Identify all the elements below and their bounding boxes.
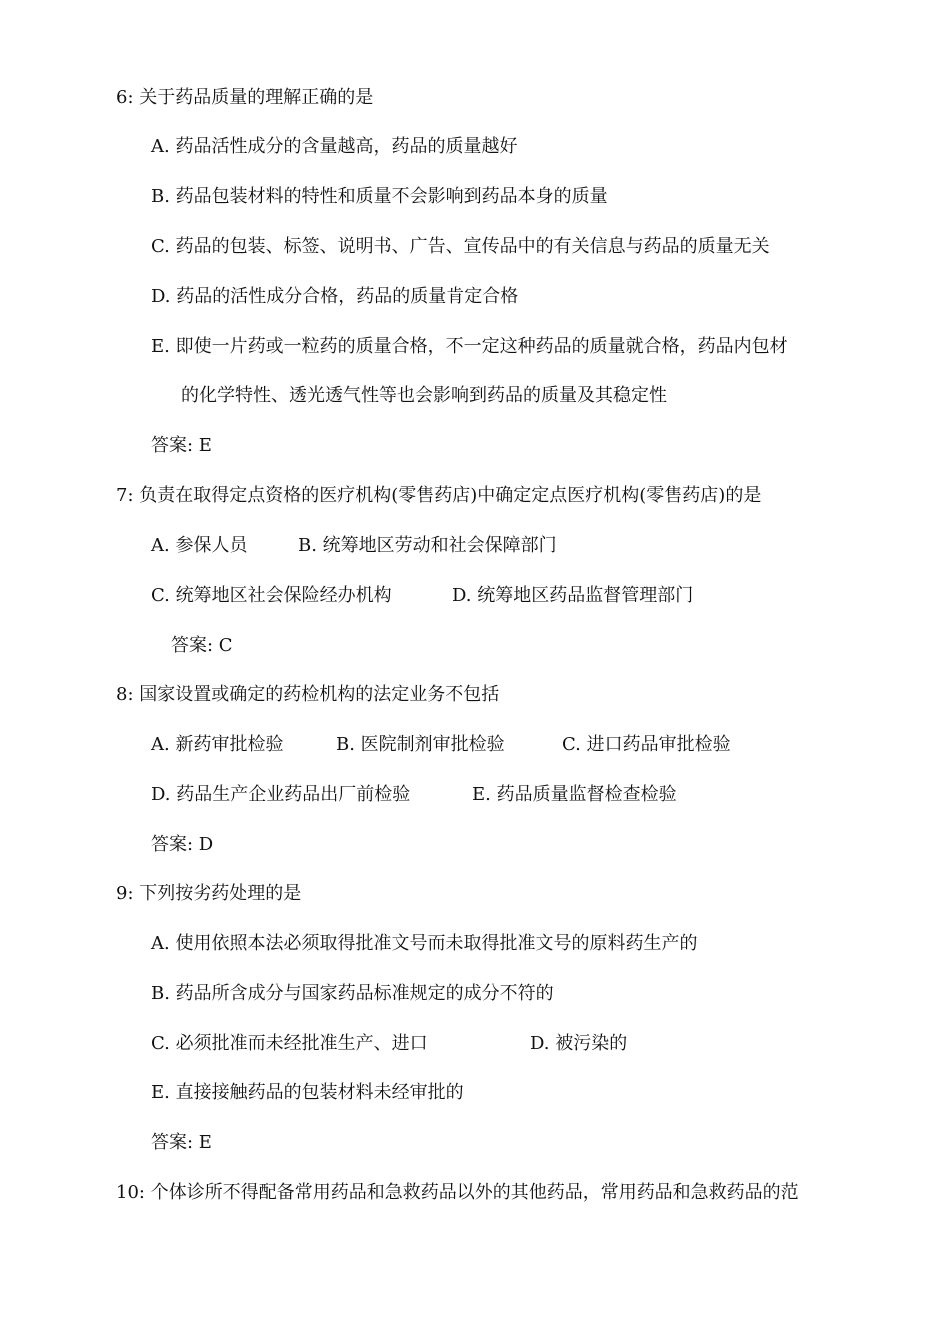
question-8-option-e: E. 药品质量监督检查检验 bbox=[472, 784, 677, 805]
question-9-option-d: D. 被污染的 bbox=[530, 1033, 628, 1054]
question-7-answer: 答案: C bbox=[171, 635, 233, 656]
question-6-option-d: D. 药品的活性成分合格，药品的质量肯定合格 bbox=[151, 286, 519, 307]
question-9-option-a: A. 使用依照本法必须取得批准文号而未取得批准文号的原料药生产的 bbox=[151, 933, 698, 954]
question-8-stem: 8: 国家设置或确定的药检机构的法定业务不包括 bbox=[116, 684, 500, 705]
question-9-option-b: B. 药品所含成分与国家药品标准规定的成分不符的 bbox=[151, 983, 554, 1004]
question-7-option-c: C. 统筹地区社会保险经办机构 bbox=[151, 585, 392, 606]
question-6-option-e: E. 即使一片药或一粒药的质量合格，不一定这种药品的质量就合格，药品内包材 bbox=[151, 336, 788, 357]
question-9-option-c: C. 必须批准而未经批准生产、进口 bbox=[151, 1033, 428, 1054]
question-8-answer: 答案: D bbox=[151, 834, 214, 855]
question-7-option-a: A. 参保人员 bbox=[151, 535, 248, 556]
question-6-option-b: B. 药品包装材料的特性和质量不会影响到药品本身的质量 bbox=[151, 186, 608, 207]
question-6-answer: 答案: E bbox=[151, 435, 212, 456]
question-7-option-d: D. 统筹地区药品监督管理部门 bbox=[452, 585, 694, 606]
question-8-option-a: A. 新药审批检验 bbox=[151, 734, 284, 755]
question-9-answer: 答案: E bbox=[151, 1132, 212, 1153]
question-10-stem: 10: 个体诊所不得配备常用药品和急救药品以外的其他药品，常用药品和急救药品的范 bbox=[116, 1182, 799, 1203]
question-6-option-c: C. 药品的包装、标签、说明书、广告、宣传品中的有关信息与药品的质量无关 bbox=[151, 236, 770, 257]
question-9-option-e: E. 直接接触药品的包装材料未经审批的 bbox=[151, 1082, 464, 1103]
question-6-stem: 6: 关于药品质量的理解正确的是 bbox=[116, 87, 374, 108]
question-6-option-a: A. 药品活性成分的含量越高，药品的质量越好 bbox=[151, 136, 518, 157]
question-9-stem: 9: 下列按劣药处理的是 bbox=[116, 883, 302, 904]
question-8-option-d: D. 药品生产企业药品出厂前检验 bbox=[151, 784, 411, 805]
question-8-option-c: C. 进口药品审批检验 bbox=[562, 734, 731, 755]
question-8-option-b: B. 医院制剂审批检验 bbox=[336, 734, 505, 755]
question-6-option-e-continued: 的化学特性、透光透气性等也会影响到药品的质量及其稳定性 bbox=[181, 385, 667, 406]
question-7-stem: 7: 负责在取得定点资格的医疗机构(零售药店)中确定定点医疗机构(零售药店)的是 bbox=[116, 485, 762, 506]
question-7-option-b: B. 统筹地区劳动和社会保障部门 bbox=[298, 535, 557, 556]
